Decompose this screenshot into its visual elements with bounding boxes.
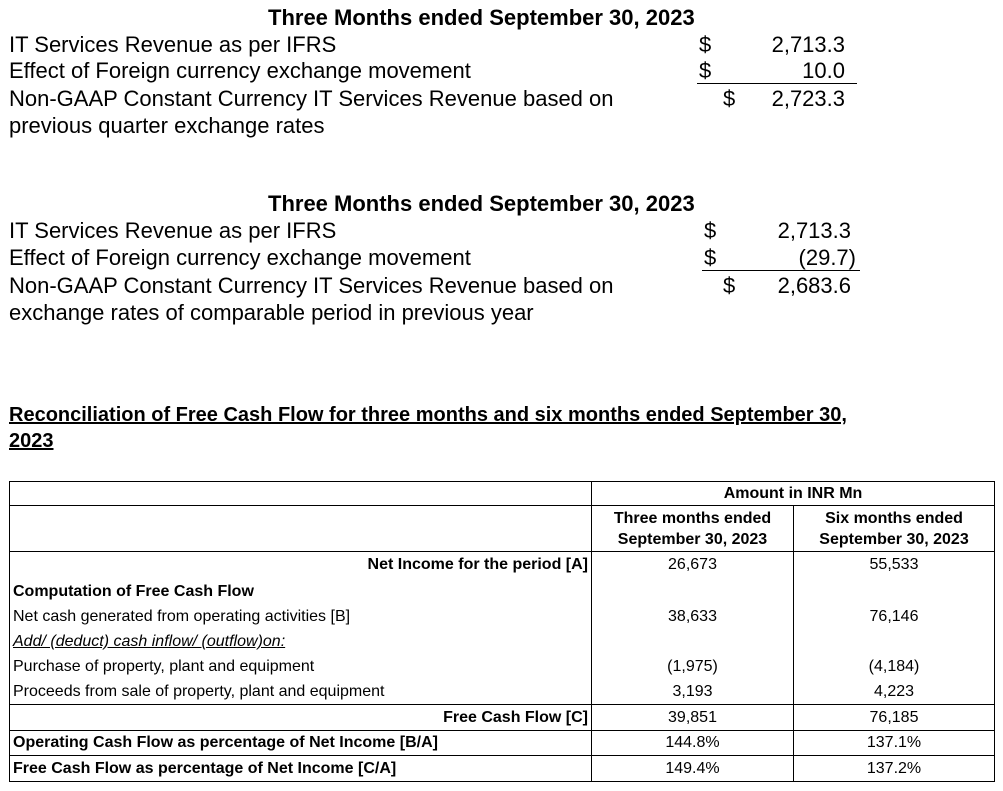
row-label: Free Cash Flow [C] bbox=[10, 705, 592, 731]
cell-value: 76,185 bbox=[794, 705, 995, 731]
s2-currency-ifrs: $ bbox=[704, 218, 717, 243]
table-row bbox=[10, 482, 995, 506]
amount-header: Amount in INR Mn bbox=[592, 482, 995, 506]
cell-value: 149.4% bbox=[592, 756, 794, 782]
table-row bbox=[10, 605, 995, 630]
s2-value-ifrs: 2,713.3 bbox=[777, 218, 851, 243]
cell-value: 137.2% bbox=[794, 756, 995, 782]
table-row bbox=[10, 630, 995, 655]
table-row bbox=[10, 655, 995, 680]
fcf-title-line2: 2023 bbox=[9, 430, 54, 452]
s1-subtotal-rule bbox=[697, 83, 857, 84]
s1-label-fx: Effect of Foreign currency exchange movement bbox=[9, 58, 471, 83]
table-row bbox=[10, 705, 995, 731]
s1-currency-cc: $ bbox=[723, 86, 736, 111]
col-header-six-months: Six months ended September 30, 2023 bbox=[794, 506, 995, 552]
s2-label-ifrs: IT Services Revenue as per IFRS bbox=[9, 218, 337, 243]
row-label: Free Cash Flow as percentage of Net Income [C/A] bbox=[10, 756, 592, 782]
row-label: Net Income for the period [A] bbox=[10, 552, 592, 579]
fcf-table bbox=[9, 481, 995, 782]
row-label: Purchase of property, plant and equipment bbox=[10, 655, 592, 680]
s2-value-cc: 2,683.6 bbox=[777, 273, 851, 298]
row-label: Net cash generated from operating activities [B] bbox=[10, 605, 592, 630]
table-row bbox=[10, 552, 995, 579]
s1-label-ifrs: IT Services Revenue as per IFRS bbox=[9, 32, 337, 57]
cell-value: 76,146 bbox=[794, 605, 995, 630]
row-label: Proceeds from sale of property, plant and equipment bbox=[10, 680, 592, 705]
s2-label-fx: Effect of Foreign currency exchange movement bbox=[9, 245, 471, 270]
cell-value bbox=[592, 579, 794, 605]
table-row bbox=[10, 506, 995, 552]
s2-label-cc-line1: Non-GAAP Constant Currency IT Services Revenue based on bbox=[9, 273, 614, 298]
table-row bbox=[10, 680, 995, 705]
table-row bbox=[10, 756, 995, 782]
cell-value: 3,193 bbox=[592, 680, 794, 705]
table-row bbox=[10, 731, 995, 756]
cell-value bbox=[794, 630, 995, 655]
row-label: Computation of Free Cash Flow bbox=[10, 579, 592, 605]
s1-currency-fx: $ bbox=[699, 58, 712, 83]
cell-value bbox=[794, 579, 995, 605]
col-header-three-months: Three months ended September 30, 2023 bbox=[592, 506, 794, 552]
s1-currency-ifrs: $ bbox=[699, 32, 712, 57]
s2-label-cc-line2: exchange rates of comparable period in previous year bbox=[9, 300, 534, 325]
row-label: Add/ (deduct) cash inflow/ (outflow)on: bbox=[10, 630, 592, 655]
s1-label-cc-line2: previous quarter exchange rates bbox=[9, 113, 325, 138]
cell-value: 137.1% bbox=[794, 731, 995, 756]
s2-subtotal-rule bbox=[702, 270, 860, 271]
cell-value: (1,975) bbox=[592, 655, 794, 680]
cell-value: 144.8% bbox=[592, 731, 794, 756]
cell-value: 55,533 bbox=[794, 552, 995, 579]
cell-value: 39,851 bbox=[592, 705, 794, 731]
s1-value-ifrs: 2,713.3 bbox=[771, 32, 845, 57]
s2-currency-fx: $ bbox=[704, 245, 717, 270]
cell-value bbox=[592, 630, 794, 655]
section1-title: Three Months ended September 30, 2023 bbox=[268, 5, 695, 30]
cell-value: 26,673 bbox=[592, 552, 794, 579]
section2-title: Three Months ended September 30, 2023 bbox=[268, 191, 695, 216]
table-row bbox=[10, 579, 995, 605]
s1-value-cc: 2,723.3 bbox=[771, 86, 845, 111]
row-label: Operating Cash Flow as percentage of Net Income [B/A] bbox=[10, 731, 592, 756]
fcf-title-line1: Reconciliation of Free Cash Flow for three months and six months ended September 30, bbox=[9, 404, 847, 426]
s1-value-fx: 10.0 bbox=[802, 58, 845, 83]
s2-currency-cc: $ bbox=[723, 273, 736, 298]
cell-value: 38,633 bbox=[592, 605, 794, 630]
s1-label-cc-line1: Non-GAAP Constant Currency IT Services Revenue based on bbox=[9, 86, 614, 111]
s2-value-fx: (29.7) bbox=[798, 245, 856, 270]
cell-value: 4,223 bbox=[794, 680, 995, 705]
cell-value: (4,184) bbox=[794, 655, 995, 680]
